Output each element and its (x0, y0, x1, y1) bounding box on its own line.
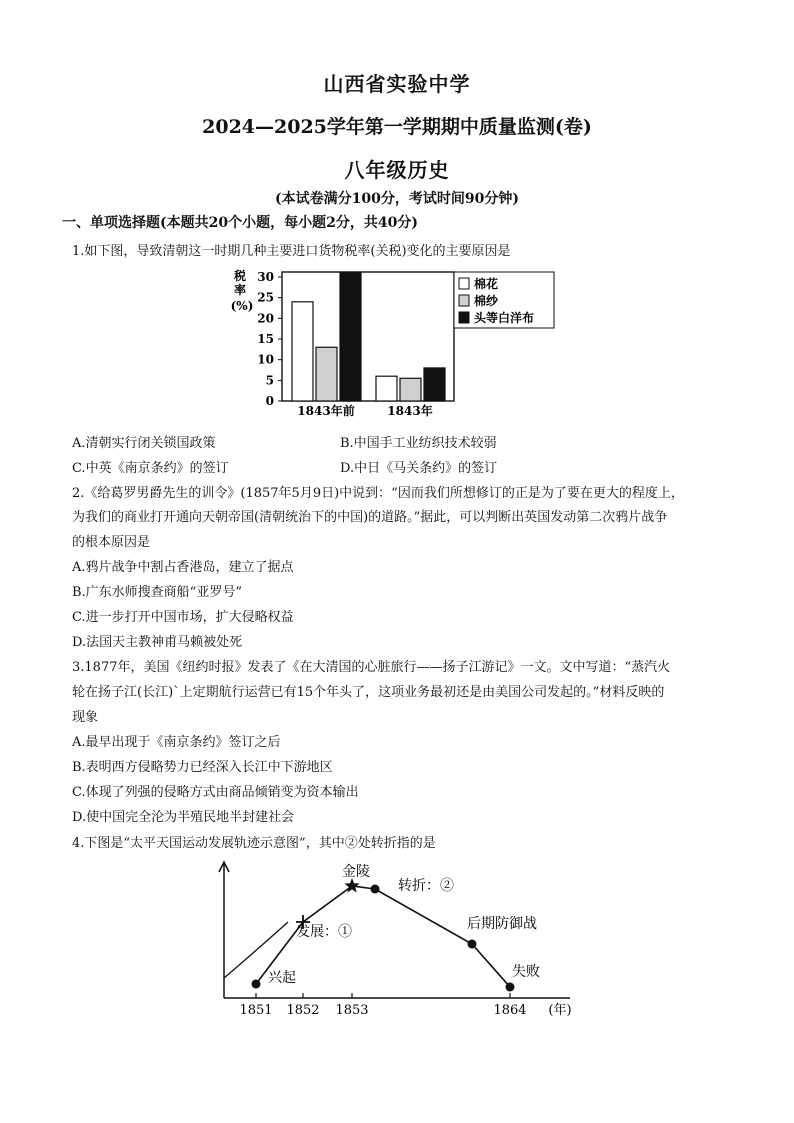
q2-option-d[interactable]: D.法国天主教神甫马赖被处死 (72, 635, 243, 650)
point-marker-0 (252, 980, 261, 989)
q4-trajectory-chart (210, 856, 590, 1020)
y-axis-label-3: (%) (230, 299, 254, 313)
section-title: 一、单项选择题(本题共20个小题，每小题2分，共40分) (62, 215, 418, 231)
q3-stem-line2: 轮在扬子江(长江)`上定期航行运营已有15个年头了，这项业务最初还是由美国公司发起的。”材料反映的 (72, 685, 665, 700)
y-tick-label-4: 20 (257, 311, 274, 326)
chart-legend (454, 272, 554, 328)
y-axis-label-1: 税 (233, 269, 247, 283)
bar-2-1 (424, 368, 445, 401)
stage-label-5: 失败 (512, 964, 540, 980)
point-marker-5 (506, 983, 515, 992)
x-category-label-0: 1843年前 (297, 404, 355, 418)
y-tick-label-6: 30 (257, 270, 274, 284)
x-unit-label: (年) (548, 1003, 572, 1018)
y-tick-label-3: 15 (257, 332, 274, 346)
q3-stem-line3: 现象 (72, 710, 99, 725)
legend-swatch-0 (459, 278, 469, 289)
q2-stem-line3: 的根本原因是 (72, 535, 151, 550)
q1-bar-chart (228, 264, 558, 424)
bar-1-1 (400, 378, 421, 401)
q2-option-c[interactable]: C.进一步打开中国市场，扩大侵略权益 (72, 610, 294, 625)
stage-label-4: 后期防御战 (467, 916, 537, 932)
legend-label-1: 棉纱 (474, 294, 499, 308)
x-tick-label-0: 1851 (239, 1003, 273, 1018)
bar-0-1 (376, 376, 397, 401)
y-tick-label-0: 0 (265, 394, 274, 408)
stage-label-2: 金陵 (342, 864, 370, 880)
q1-stem: 1.如下图，导致清朝这一时期几种主要进口货物税率(关税)变化的主要原因是 (72, 244, 511, 259)
x-tick-label-1: 1852 (286, 1003, 320, 1018)
point-marker-4 (468, 940, 477, 949)
y-tick-label-2: 10 (257, 352, 274, 367)
q3-option-d[interactable]: D.使中国完全沦为半殖民地半封建社会 (72, 810, 295, 825)
legend-swatch-2 (459, 312, 469, 323)
q2-option-a[interactable]: A.鸦片战争中割占香港岛，建立了据点 (72, 560, 294, 575)
q4-stem: 4.下图是“太平天国运动发展轨迹示意图”，其中②处转折指的是 (72, 836, 436, 851)
legend-label-0: 棉花 (474, 277, 499, 291)
stage-label-3: 转折：② (398, 878, 454, 894)
y-tick-label-5: 25 (257, 290, 274, 305)
exam-title: 2024—2025学年第一学期期中质量监测(卷) (202, 116, 592, 138)
x-category-label-1: 1843年 (387, 404, 433, 418)
y-tick-label-1: 5 (265, 373, 274, 388)
legend-label-2: 头等白洋布 (474, 311, 535, 325)
q3-option-b[interactable]: B.表明西方侵略势力已经深入长江中下游地区 (72, 760, 333, 775)
school-name: 山西省实验中学 (323, 72, 471, 96)
y-axis-label-2: 率 (233, 283, 247, 297)
stage-label-1: 发展：① (296, 924, 352, 940)
q2-stem-line1: 2.《给葛罗男爵先生的训令》(1857年5月9日)中说到：“因而我们所想修订的正是为了要在更大的程度上， (72, 486, 684, 501)
point-marker-3 (371, 885, 380, 894)
exam-note: (本试卷满分100分，考试时间90分钟) (275, 191, 519, 207)
subject-title: 八年级历史 (344, 158, 450, 182)
bar-2-0 (340, 273, 361, 401)
q1-option-a[interactable]: A.清朝实行闭关锁国政策 (72, 436, 216, 451)
q1-option-d[interactable]: D.中日《马关条约》的签订 (340, 461, 498, 476)
q3-option-a[interactable]: A.最早出现于《南京条约》签订之后 (72, 735, 281, 750)
bar-0-0 (292, 302, 313, 401)
q3-stem-line1: 3.1877年，美国《纽约时报》发表了《在大清国的心脏旅行——扬子江游记》一文。文中写道：“蒸汽火 (72, 660, 671, 675)
q1-option-c[interactable]: C.中英《南京条约》的签订 (72, 461, 229, 476)
x-tick-label-2: 1853 (335, 1003, 369, 1018)
q1-option-b[interactable]: B.中国手工业纺织技术较弱 (340, 436, 497, 451)
legend-swatch-1 (459, 295, 469, 306)
q2-stem-line2: 为我们的商业打开通向天朝帝国(清朝统治下的中国)的道路。”据此，可以判断出英国发动第二次鸦片战争 (72, 510, 668, 525)
x-tick-label-3: 1864 (493, 1003, 527, 1018)
bar-1-0 (316, 347, 337, 401)
stage-label-0: 兴起 (268, 970, 296, 986)
q3-option-c[interactable]: C.体现了列强的侵略方式由商品倾销变为资本输出 (72, 785, 359, 800)
q2-option-b[interactable]: B.广东水师搜查商船“亚罗号” (72, 585, 242, 600)
